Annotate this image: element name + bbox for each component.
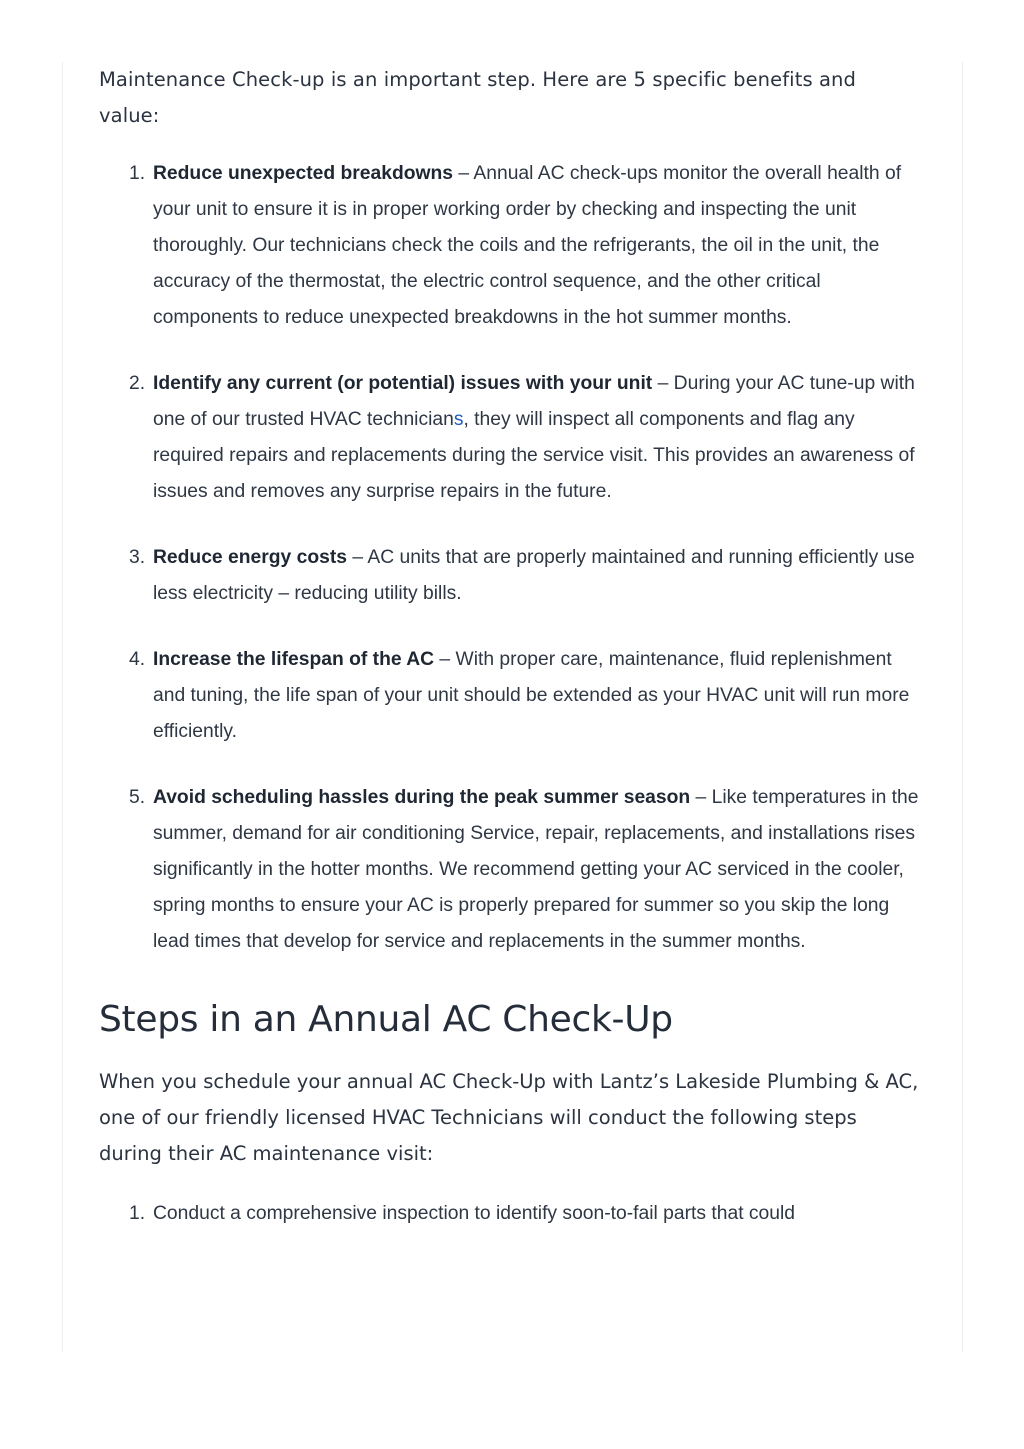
benefit-text: – During your AC tune-up with one of our trusted — [153, 373, 915, 430]
benefit-item-3 — [99, 540, 919, 612]
benefit-item-5 — [99, 780, 919, 960]
list-number: 4. — [129, 649, 146, 670]
benefit-title: Identify any current (or potential) issues with your unit — [153, 373, 653, 394]
article-page — [62, 62, 963, 1352]
benefit-title: Reduce unexpected breakdowns — [153, 163, 454, 184]
list-number: 5. — [129, 787, 146, 808]
benefit-item-2 — [99, 366, 919, 510]
link-text-end[interactable]: s — [453, 409, 464, 430]
steps-heading: Steps in an Annual AC Check-Up — [99, 999, 673, 1040]
list-number: 3. — [129, 547, 146, 568]
benefit-title: Reduce energy costs — [153, 547, 347, 568]
list-number: 1. — [129, 1203, 146, 1224]
benefits-list — [99, 156, 919, 960]
benefit-item-4 — [99, 642, 919, 750]
list-number: 2. — [129, 373, 146, 394]
list-number: 1. — [129, 163, 146, 184]
steps-list — [99, 1196, 919, 1232]
benefit-title: Increase the lifespan of the AC — [153, 649, 435, 670]
step-item-1 — [99, 1196, 919, 1232]
benefits-intro: Maintenance Check-up is an important step. Here are 5 specific benefits and value: — [99, 68, 856, 127]
link-text[interactable]: HVAC technician — [309, 409, 454, 430]
benefit-title: Avoid scheduling hassles during the peak summer season — [153, 787, 691, 808]
hvac-technicians-link[interactable] — [310, 409, 464, 430]
step-text: Conduct a comprehensive inspection to identify soon-to-fail parts that could — [153, 1203, 795, 1224]
benefit-item-1 — [99, 156, 919, 336]
benefit-text: – Annual AC check-ups monitor the overall health of your unit to ensure it is in proper working order by checking and inspecting the unit thoroughly. Our technicians check the coils and the refrigerants, the oil in the unit, the accuracy of the thermostat, the electric control sequence, and the other critical components to reduce unexpected breakdowns in the hot summer months. — [153, 163, 902, 328]
benefit-text-continued: , they will inspect all components and flag any required repairs and replacements during the service visit. This provides an awareness of issues and removes any surprise repairs in the future. — [153, 409, 915, 502]
benefit-text: – With proper care, maintenance, fluid replenishment and tuning, the life span of your unit should be extended as your HVAC unit will run more efficiently. — [153, 649, 910, 742]
steps-intro: When you schedule your annual AC Check-Up with Lantz’s Lakeside Plumbing & AC, one of our friendly licensed HVAC Technicians will conduct the following steps during their AC maintenance visit: — [99, 1070, 919, 1165]
article-content — [99, 62, 919, 1232]
benefit-text: – Like temperatures in the summer, demand for air conditioning Service, repair, replacements, and installations rises significantly in the hotter months. We recommend getting your AC serviced in the cooler, spring months to ensure your AC is properly prepared for summer so you skip the long lead times that develop for service and replacements in the summer months. — [153, 787, 919, 952]
benefit-text: – AC units that are properly maintained and running efficiently use less electricity – reducing utility bills. — [153, 547, 915, 604]
